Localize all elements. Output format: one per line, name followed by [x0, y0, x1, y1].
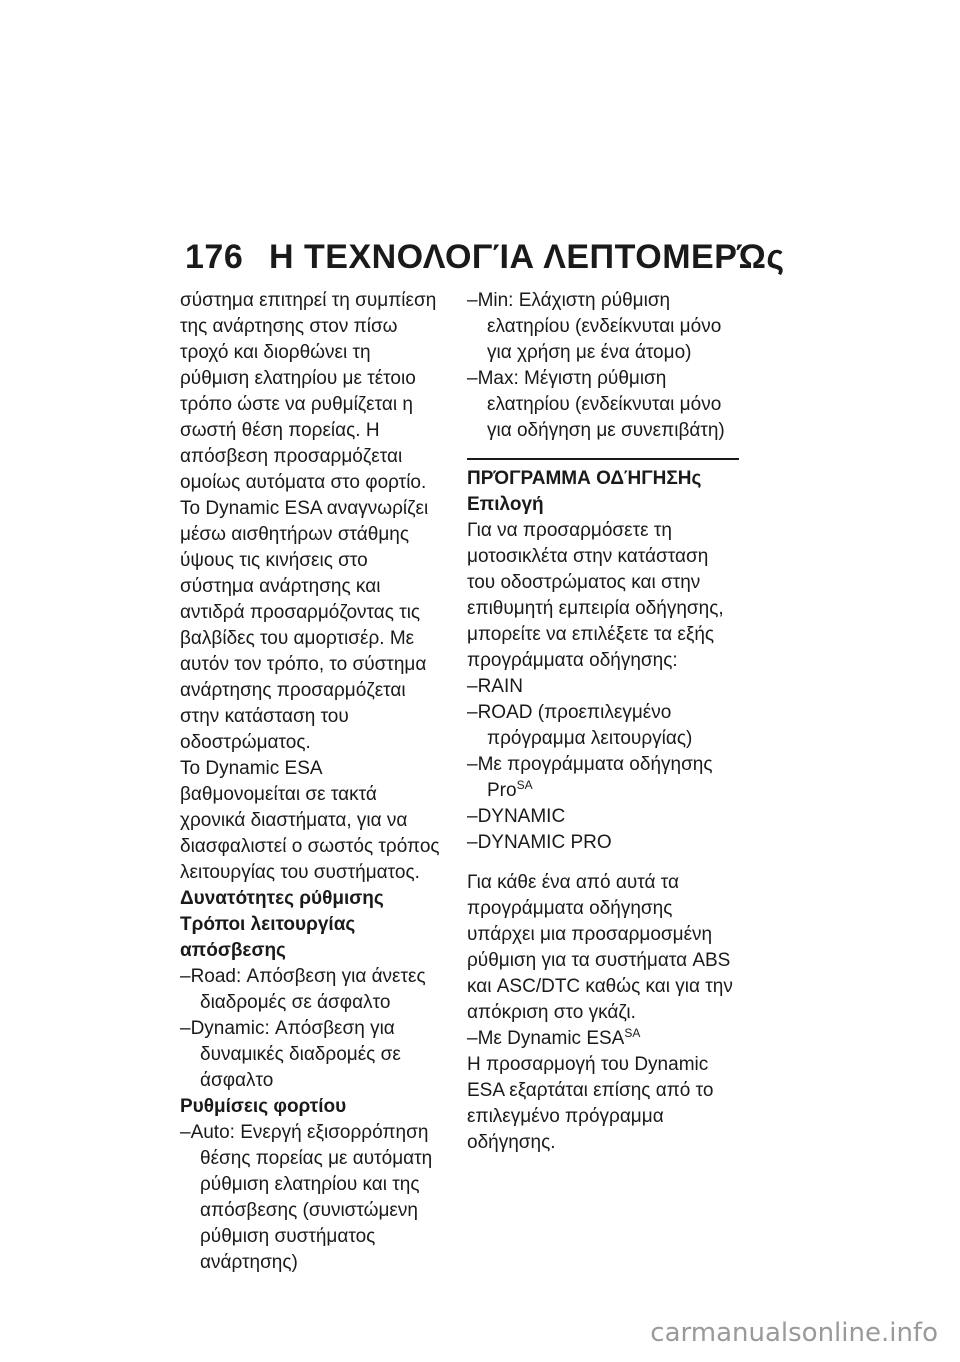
paragraph: Για κάθε ένα από αυτά τα προγράμματα οδήγησης υπάρχει μια προσαρμοσμένη ρύθμιση για τα συστήματα ABS και ASC/DTC καθώς και για την απόκριση στο γκάζι.: [467, 872, 733, 1023]
list-item: –Dynamic: Απόσβεση για δυναμικές διαδρομές σε άσφαλτο: [180, 1018, 401, 1091]
list-item: –Road: Απόσβεση για άνετες διαδρομές σε άσφαλτο: [180, 966, 426, 1013]
section-title: ΠΡΌΓΡΑΜΜΑ ΟΔΉΓΗΣΗς: [467, 468, 702, 489]
sa-marker: SA: [516, 778, 533, 792]
paragraph: Η προσαρμογή του Dynamic ESA εξαρτάται επίσης από το επιλεγμένο πρόγραμμα οδήγησης.: [467, 1054, 714, 1153]
section-heading: Δυνατότητες ρύθμισης: [180, 888, 384, 909]
list-item-text: –Με προγράμματα οδήγησης Pro: [467, 754, 713, 801]
paragraph: Για να προσαρμόσετε τη μοτοσικλέτα στην κατάσταση του οδοστρώματος και στην επιθυμητή εμπειρία οδήγησης, μπορείτε να επιλέξετε τα εξής προγράμματα οδήγησης:: [467, 520, 724, 671]
list-item: –ROAD (προεπιλεγμένο πρόγραμμα λειτουργίας): [467, 702, 693, 749]
list-item: [467, 1026, 739, 1052]
right-column: [467, 288, 739, 1156]
left-column: [180, 288, 442, 1276]
paragraph: Το Dynamic ESA βαθμονομείται σε τακτά χρονικά διαστήματα, για να διασφαλιστεί ο σωστός τρόπος λειτουργίας του συστήματος.: [180, 758, 440, 883]
page-title: Η ΤΕΧΝΟΛΟΓΊΑ ΛΕΠΤΟΜΕΡΏς: [269, 238, 785, 276]
list-item: –RAIN: [467, 676, 523, 697]
list-item: [467, 752, 739, 804]
list-item: –Min: Ελάχιστη ρύθμιση ελατηρίου (ενδείκνυται μόνο για χρήση με ένα άτομο): [467, 290, 722, 363]
list-item: –Max: Μέγιστη ρύθμιση ελατηρίου (ενδείκνυται μόνο για οδήγηση με συνεπιβάτη): [467, 368, 725, 441]
list-item: –DYNAMIC: [467, 806, 566, 827]
subsection-heading: Τρόποι λειτουργίας απόσβεσης: [180, 914, 356, 961]
list-item: –Auto: Ενεργή εξισορρόπηση θέσης πορείας με αυτόματη ρύθμιση ελατηρίου και της απόσβεσης (συνιστώμενη ρύθμιση συστήματος ανάρτησης): [180, 1122, 433, 1273]
list-item-text: –Με Dynamic ESA: [467, 1028, 625, 1049]
sa-marker: SA: [624, 1026, 641, 1040]
paragraph: σύστημα επιτηρεί τη συμπίεση της ανάρτησης στον πίσω τροχό και διορθώνει τη ρύθμιση ελατηρίου με τέτοιο τρόπο ώστε να ρυθμίζεται η σωστή θέση πορείας. Η απόσβεση προσαρμόζεται ομοίως αυτόματα στο φορτίο.: [180, 290, 437, 493]
watermark: carmanualsonline.info: [650, 1318, 938, 1348]
page-number: 176: [185, 238, 244, 276]
page-header: [185, 238, 785, 277]
section-divider: [467, 458, 739, 460]
subsection-heading: Ρυθμίσεις φορτίου: [180, 1096, 347, 1117]
paragraph: Το Dynamic ESA αναγνωρίζει μέσω αισθητήρων στάθμης ύψους τις κινήσεις στο σύστημα ανάρτησης και αντιδρά προσαρμόζοντας τις βαλβίδες του αμορτισέρ. Με αυτόν τον τρόπο, το σύστημα ανάρτησης προσαρμόζεται στην κατάσταση του οδοστρώματος.: [180, 498, 429, 753]
subsection-heading: Επιλογή: [467, 494, 544, 515]
list-item: –DYNAMIC PRO: [467, 832, 612, 853]
